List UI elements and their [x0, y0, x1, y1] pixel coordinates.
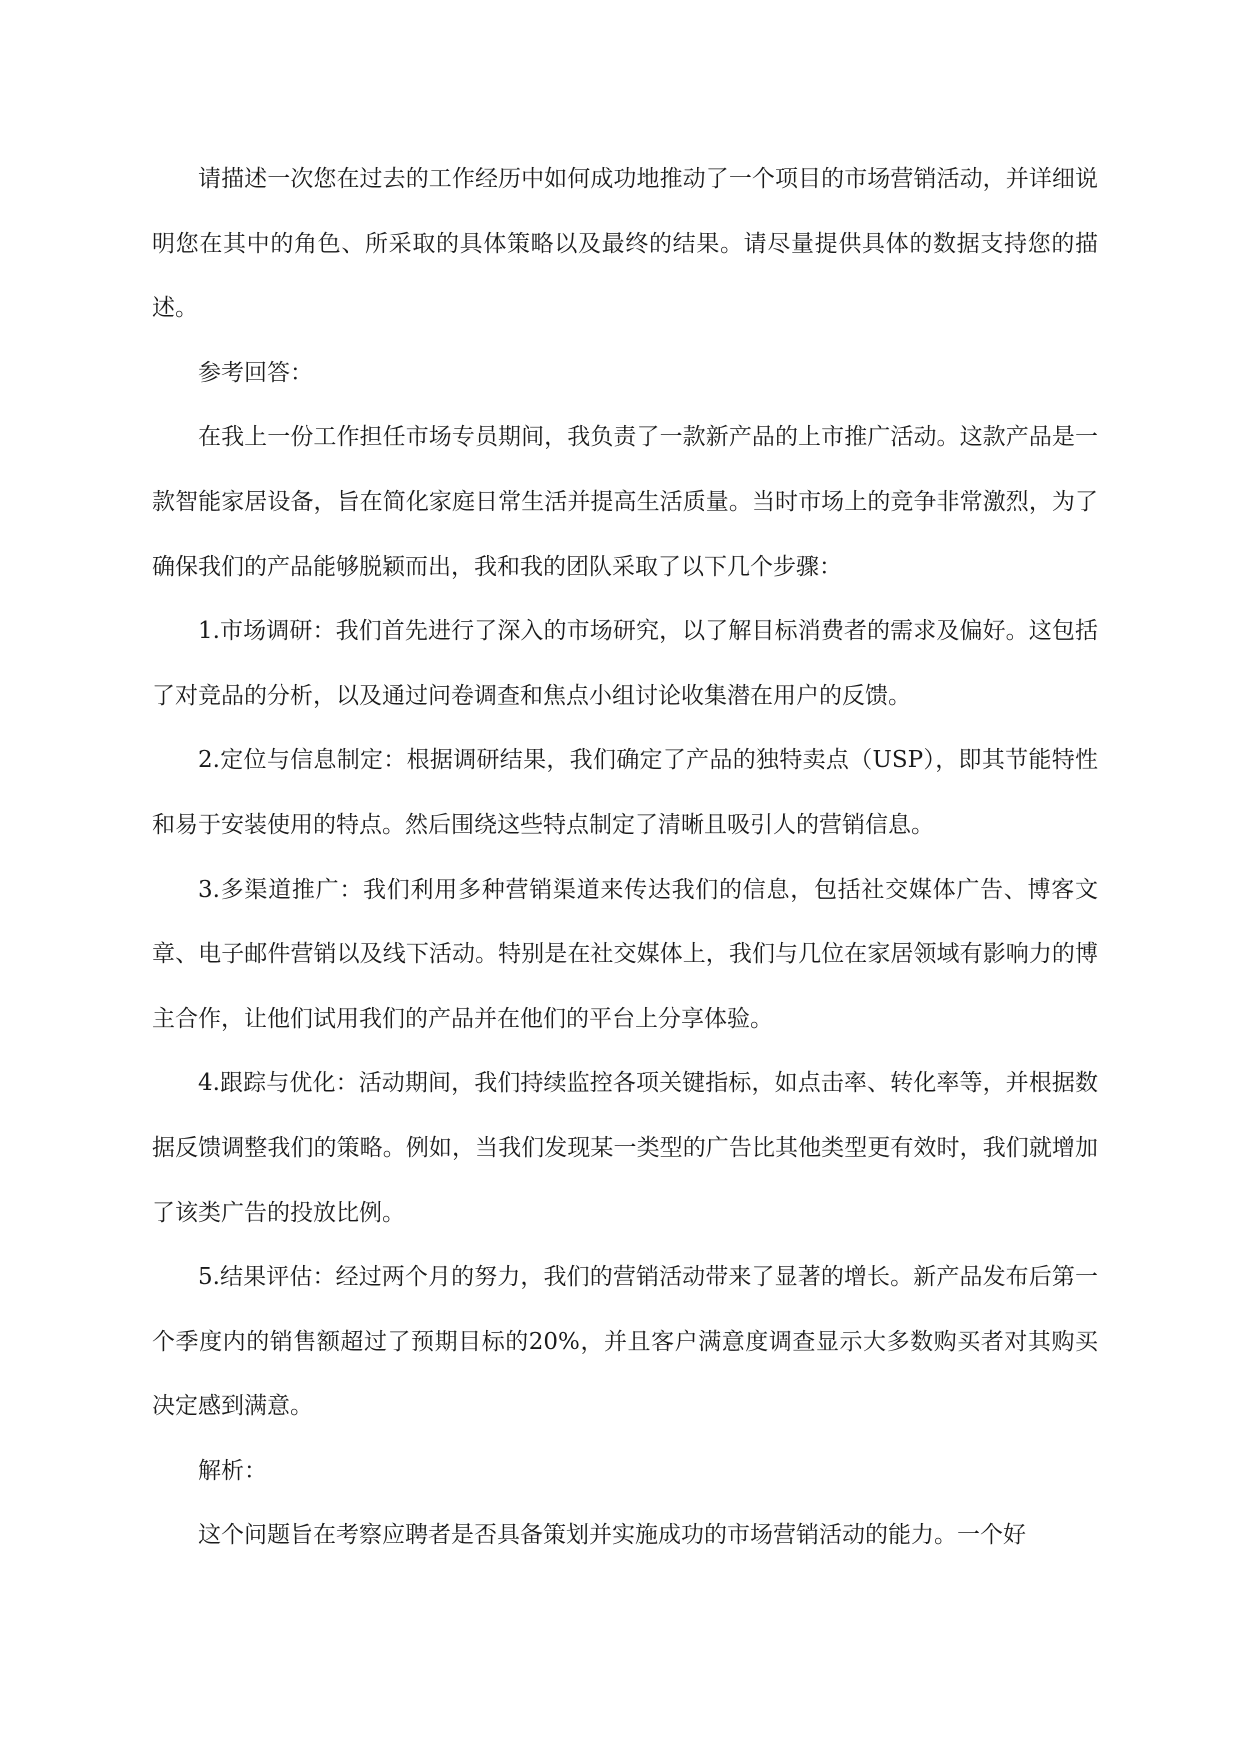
- document-body: [152, 147, 1098, 1568]
- answer-intro-paragraph: 在我上一份工作担任市场专员期间，我负责了一款新产品的上市推广活动。这款产品是一款智能家居设备，旨在简化家庭日常生活并提高生活质量。当时市场上的竞争非常激烈，为了确保我们的产品能够脱颖而出，我和我的团队采取了以下几个步骤：: [152, 424, 1098, 580]
- step-positioning: 2.定位与信息制定：根据调研结果，我们确定了产品的独特卖点（USP），即其节能特性和易于安装使用的特点。然后围绕这些特点制定了清晰且吸引人的营销信息。: [152, 747, 1098, 838]
- analysis-paragraph: 这个问题旨在考察应聘者是否具备策划并实施成功的市场营销活动的能力。一个好: [198, 1522, 1026, 1549]
- step-multichannel-promotion: 3.多渠道推广：我们利用多种营销渠道来传达我们的信息，包括社交媒体广告、博客文章、电子邮件营销以及线下活动。特别是在社交媒体上，我们与几位在家居领域有影响力的博主合作，让他们试用我们的产品并在他们的平台上分享体验。: [152, 876, 1098, 1032]
- question-paragraph: 请描述一次您在过去的工作经历中如何成功地推动了一个项目的市场营销活动，并详细说明您在其中的角色、所采取的具体策略以及最终的结果。请尽量提供具体的数据支持您的描述。: [152, 166, 1098, 322]
- step-market-research: 1.市场调研：我们首先进行了深入的市场研究，以了解目标消费者的需求及偏好。这包括了对竞品的分析，以及通过问卷调查和焦点小组讨论收集潜在用户的反馈。: [152, 618, 1098, 709]
- step-result-evaluation: 5.结果评估：经过两个月的努力，我们的营销活动带来了显著的增长。新产品发布后第一个季度内的销售额超过了预期目标的20%，并且客户满意度调查显示大多数购买者对其购买决定感到满意。: [152, 1264, 1098, 1420]
- step-tracking-optimization: 4.跟踪与优化：活动期间，我们持续监控各项关键指标，如点击率、转化率等，并根据数据反馈调整我们的策略。例如，当我们发现某一类型的广告比其他类型更有效时，我们就增加了该类广告的投放比例。: [152, 1070, 1098, 1226]
- analysis-heading: 解析：: [198, 1457, 267, 1484]
- answer-heading: 参考回答：: [198, 359, 313, 386]
